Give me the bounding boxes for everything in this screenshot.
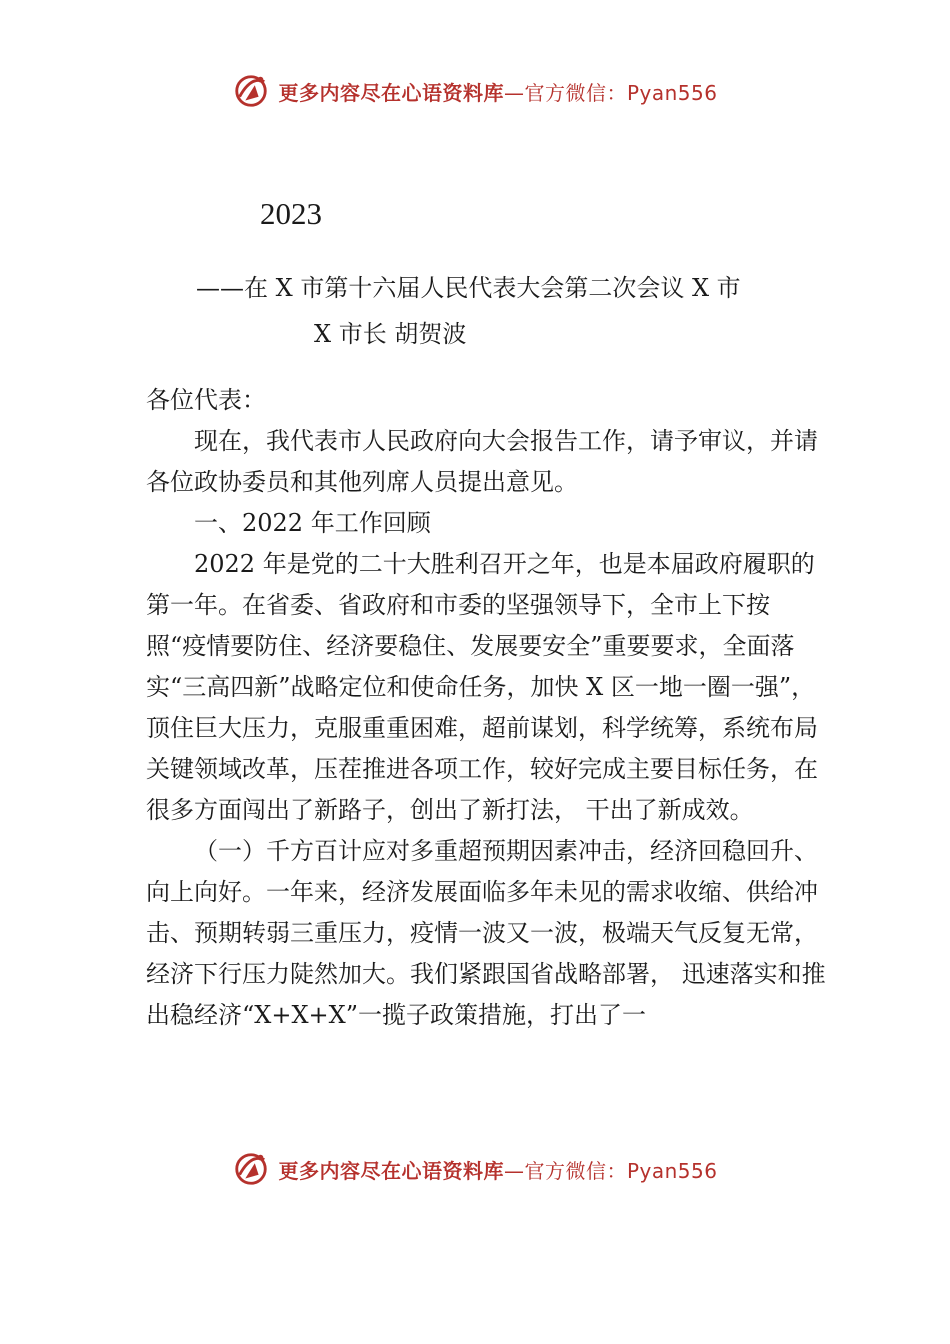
paragraph: 现在，我代表市人民政府向大会报告工作，请予审议，并请各位政协委员和其他列席人员提出意见。 (146, 427, 818, 496)
footer-banner-main: 更多内容尽在心语资料库 (278, 1158, 504, 1183)
document-author: X 市长 胡贺波 (314, 320, 467, 348)
header-banner-separator: — (503, 80, 525, 105)
section-heading: 一、2022 年工作回顾 (194, 509, 431, 537)
document-body (146, 380, 826, 1036)
paragraph: 2022 年是党的二十大胜利召开之年，也是本届政府履职的第一年。在省委、省政府和市委的坚强领导下，全市上下按照“疫情要防住、经济要稳住、发展要安全”重要要求，全面落实“三高四新”战略定位和使命任务，加快 X 区一地一圈一强”，顶住巨大压力，克服重重困难，超前谋划，科学统筹，系统布局关键领域改革，压茬推进各项工作，较好完成主要目标任务，在很多方面闯出了新路子，创出了新打法， 干出了新成效。 (146, 550, 818, 824)
footer-banner-official: 官方微信：Pyan556 (524, 1158, 718, 1183)
footer-banner-text (278, 1155, 717, 1184)
resource-library-logo-icon (232, 72, 270, 110)
header-banner-text (278, 77, 717, 106)
resource-library-logo-icon (232, 1150, 270, 1188)
paragraph: （一）千方百计应对多重超预期因素冲击，经济回稳回升、向上向好。一年来，经济发展面临多年未见的需求收缩、供给冲击、预期转弱三重压力，疫情一波又一波，极端天气反复无常，经济下行压力陡然加大。我们紧跟国省战略部署， 迅速落实和推出稳经济“X+X+X”一揽子政策措施，打出了一 (146, 837, 826, 1029)
header-banner-main: 更多内容尽在心语资料库 (278, 80, 504, 105)
footer-banner-separator: — (503, 1158, 525, 1183)
header-watermark-banner (0, 72, 950, 110)
document-subtitle: ——在 X 市第十六届人民代表大会第二次会议 X 市 (196, 274, 741, 302)
header-banner-official: 官方微信：Pyan556 (524, 80, 718, 105)
footer-watermark-banner (0, 1150, 950, 1188)
document-year: 2023 (260, 196, 322, 231)
greeting: 各位代表： (146, 386, 266, 414)
